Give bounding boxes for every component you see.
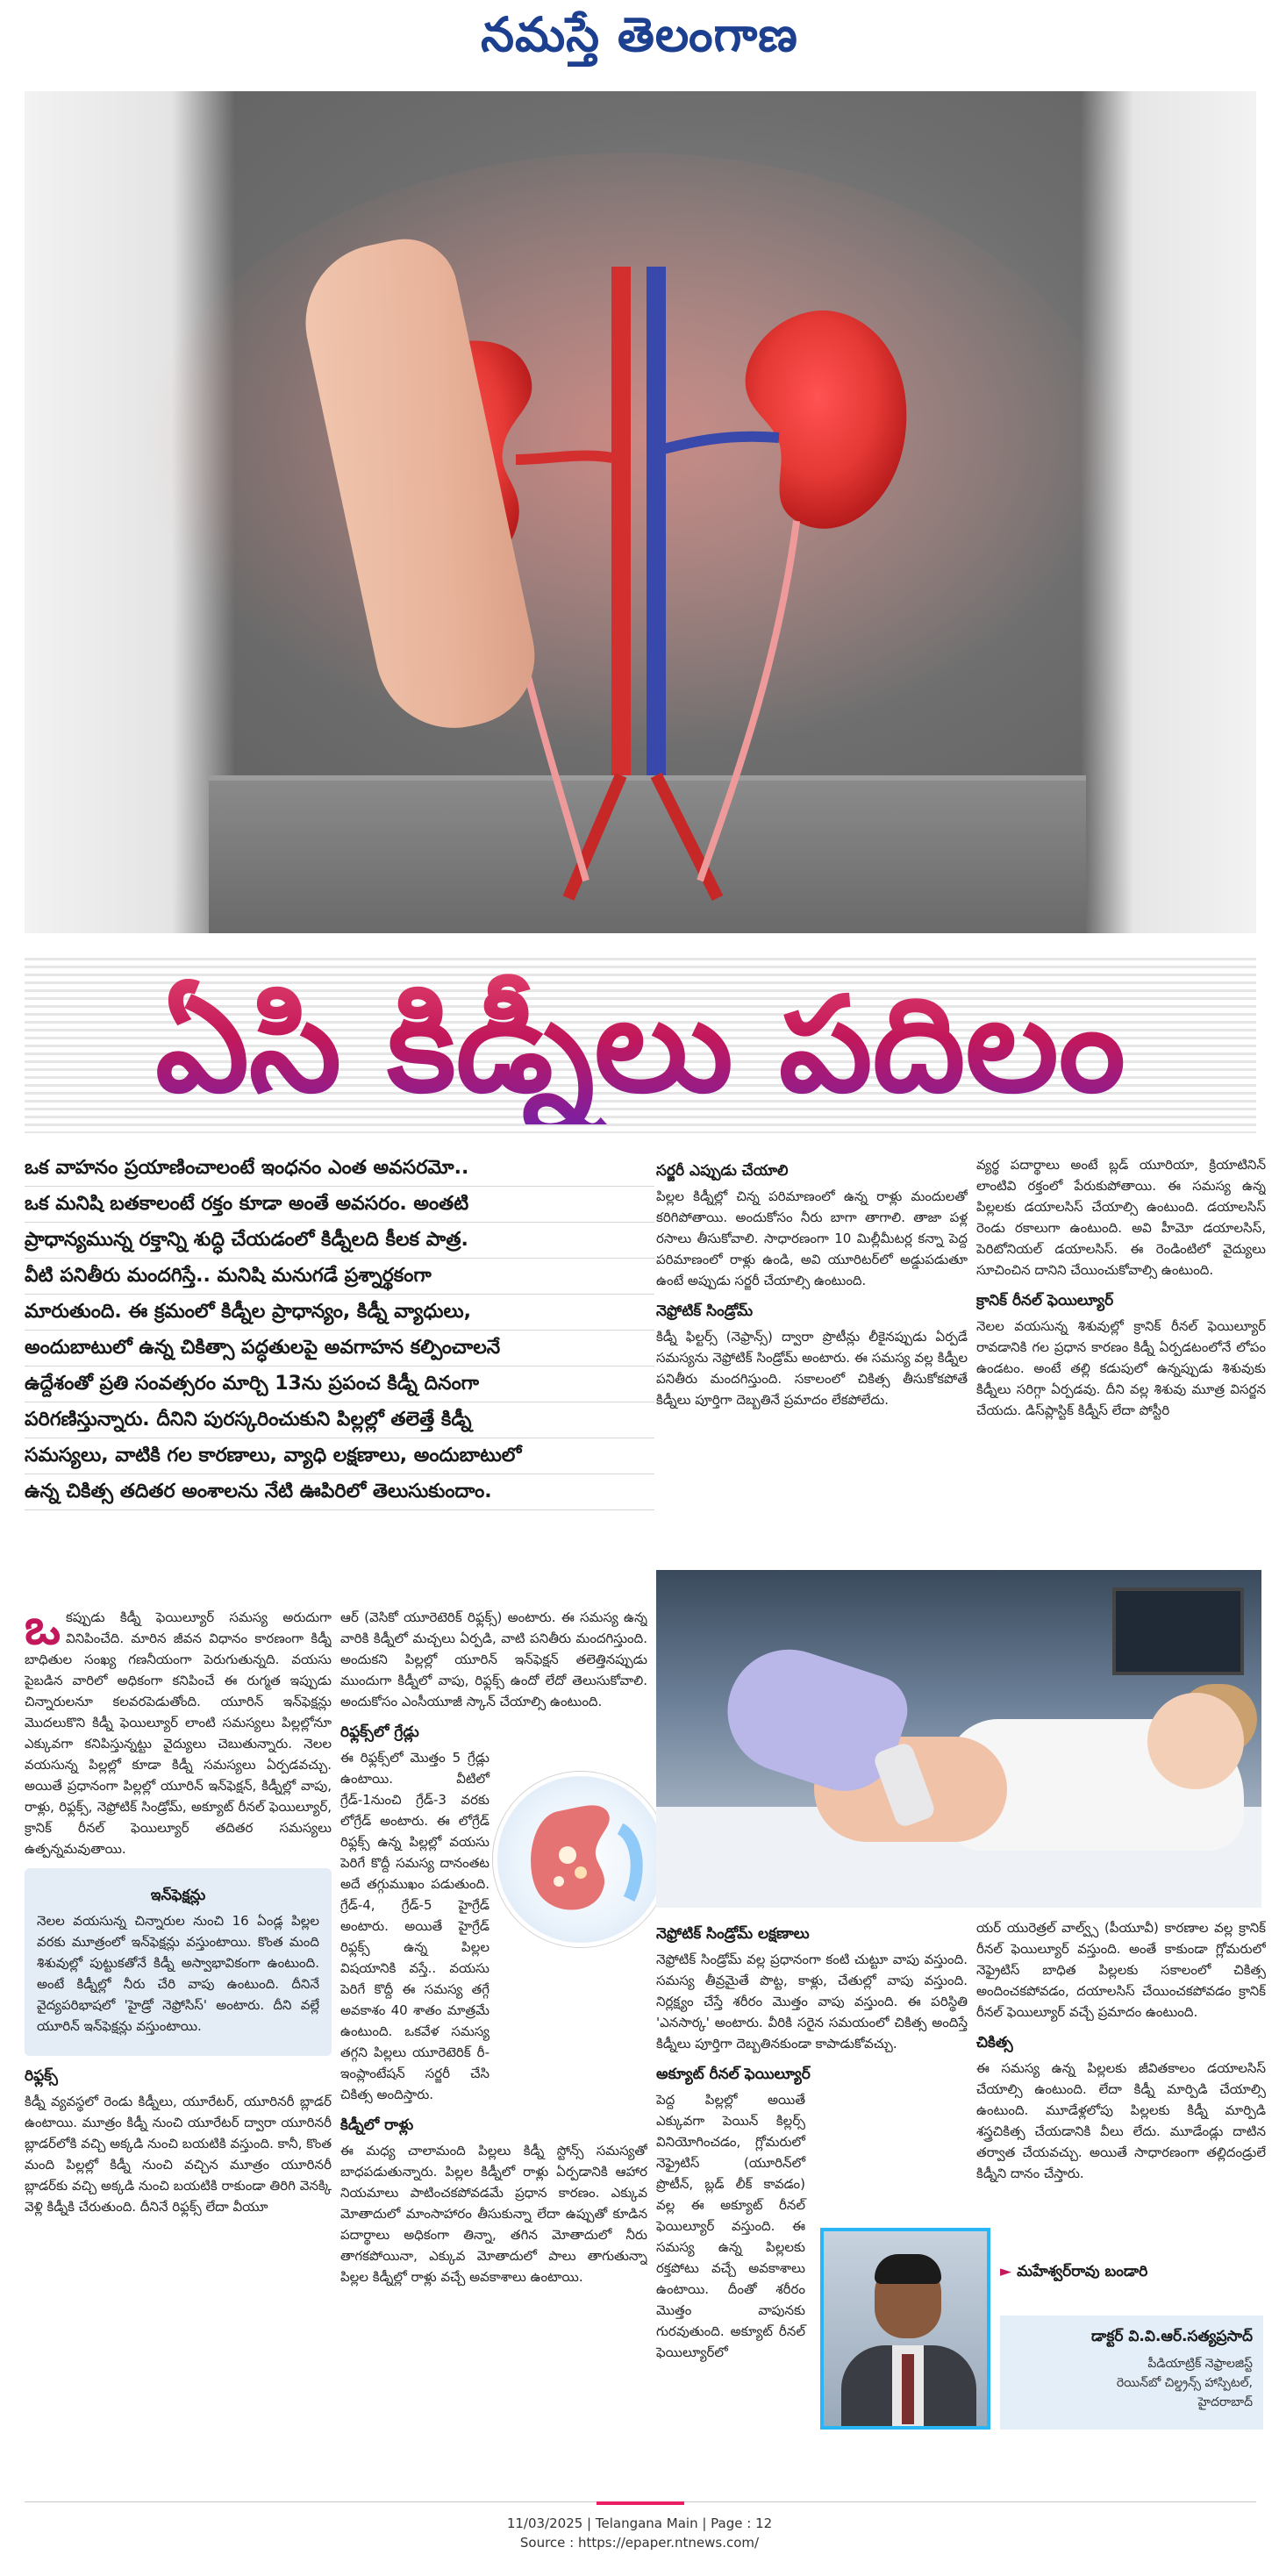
doctor-hospital: రెయిన్‌బో చిల్డ్రన్స్ హాస్పిటల్,: [1116, 2376, 1253, 2390]
section-heading: చికిత్స: [976, 2034, 1013, 2052]
kidney-stone-inset-image: [493, 1772, 668, 1947]
page-footer: [0, 2514, 1279, 2552]
intro-lead: [25, 1151, 654, 1589]
article-column-1: [25, 1607, 332, 2484]
iliac-vessels: [568, 775, 718, 898]
article-column-6: [976, 1917, 1266, 2286]
newspaper-logo: నమస్తే తెలంగాణ: [481, 7, 798, 62]
paragraph: యర్ యురెత్రల్ వాల్వ్స్ (పీయూవీ) కారణాల వల్ల క్రానిక్ రీనల్ ఫెయిల్యూర్ వస్తుంది. అంతే కాకుండా గ్లోమరులో నెఫ్రైటిస్ బాధిత పిల్లలకు సకాలంలో చికిత్స అందించకపోవడం, దయాలసిస్ చేయించకపోవడం క్రానిక్ రీనల్ ఫెయిల్యూర్ వచ్చే ప్రమాదం ఉంటుంది.: [976, 1920, 1266, 2020]
intro-line: ఉద్దేశంతో ప్రతి సంవత్సరం మార్చి 13ను ప్రపంచ కిడ్నీ దినంగా: [25, 1366, 654, 1402]
intro-line: ఉన్న చికిత్స తదితర అంశాలను నేటి ఊపిరిలో తెలుసుకుందాం.: [25, 1474, 654, 1510]
section-heading: నెఫ్రోటిక్ సిండ్రోమ్ లక్షణాలు: [656, 1925, 810, 1943]
doctor-city: హైదరాబాద్: [1197, 2395, 1253, 2409]
intro-line: ఒక వాహనం ప్రయాణించాలంటే ఇంధనం ఎంత అవసరమో..: [25, 1151, 654, 1187]
paragraph: పిల్లల కిడ్నీల్లో చిన్న పరిమాణంలో ఉన్న రాళ్లు మందులతో కరిగిపోతాయి. అందుకోసం నీరు బాగా తాగాలి. తాజా పళ్ల రసాలు తీసుకోవాలి. సాధారణంగా 10 మిల్లీమీటర్ల కన్నా పెద్ద పరిమాణంలో రాళ్లు ఉండి, అవి యూరిటర్‌లో అడ్డుపడుతూ ఉంటే అప్పుడు సర్జరీ చేయాల్సి ఉంటుంది.: [656, 1188, 968, 1288]
author-byline: [1000, 2263, 1263, 2284]
intro-line: ప్రాధాన్యమున్న రక్తాన్ని శుద్ధి చేయడంలో కిడ్నీలది కీలక పాత్ర.: [25, 1223, 654, 1259]
article-column-2: [340, 1607, 647, 2484]
kidney-cross-section: [497, 1776, 664, 1943]
paragraph: వ్యర్థ పదార్థాలు అంటే బ్లడ్ యూరియా, క్రియాటినిన్ లాంటివి రక్తంలో పేరుకుపోతాయి. ఈ సమస్య ఉన్న పిల్లలకు డయాలసిస్ చేయాల్సి ఉంటుంది. డయాలసిస్ రెండు రకాలుగా ఉంటుంది. అవి హీమో డయాలసిస్, పెరిటోనియల్ డయాలసిస్. ఈ రెండింటిలో వైద్యులు సూచించిన దానిని చేయించుకోవాల్సి ఉంటుంది.: [976, 1157, 1266, 1278]
intro-line: వీటి పనితీరు మందగిస్తే.. మనిషి మనుగడే ప్రశ్నార్థకంగా: [25, 1259, 654, 1295]
intro-line: సమస్యలు, వాటికి గల కారణాలు, వ్యాధి లక్షణాలు, అందుబాటులో: [25, 1438, 654, 1474]
paragraph: ఈ మధ్య చాలామంది పిల్లలు కిడ్నీ స్టోన్స్ సమస్యతో బాధపడుతున్నారు. పిల్లల కిడ్నీలో రాళ్లు ఏర్పడానికి ఆహార నియమాలు పాటించకపోవడమే ప్రధాన కారణం. ఎక్కువ మోతాదులో మాంసాహారం తీసుకున్నా లేదా ఉప్పుతో కూడిన పదార్థాలు అధికంగా తిన్నా, తగిన మోతాదులో నీరు తాగకపోయినా, ఎక్కువ మోతాదులో పాలు తాగుతున్నా పిల్లల కిడ్నీల్లో రాళ్లు వచ్చే అవకాశాలు ఉంటాయి.: [340, 2143, 647, 2285]
source-link[interactable]: Source : https://epaper.ntnews.com/: [519, 2535, 760, 2551]
section-heading: అక్యూట్ రీనల్ ఫెయిల్యూర్: [656, 2066, 811, 2083]
footer-accent: [597, 2501, 684, 2505]
doctor-info-box: [1000, 2316, 1263, 2430]
renal-artery-left: [516, 456, 621, 460]
paragraph: ఈ సమస్య ఉన్న పిల్లలకు జీవితకాలం డయాలసిస్ చేయాల్సి ఉంటుంది. లేదా కిడ్నీ మార్పిడి చేయాల్సి ఉంటుంది. మూడేళ్లలోపు పిల్లలకు కిడ్నీ మార్పిడి శస్త్రచికిత్స చేయడానికి వీలు లేదు. మూడేండ్లు దాటిన తర్వాత చేయవచ్చు. అయితే సాధారణంగా తల్లిదండ్రులే కిడ్నీని దానం చేస్తారు.: [976, 2060, 1266, 2181]
paragraph: కిడ్నీ ఫిల్టర్స్ (నెఫ్రాన్స్) ద్వారా ప్రొటీన్లు లీకైనప్పుడు ఏర్పడే సమస్యను నెఫ్రోటిక్ సిండ్రోమ్ అంటారు. ఈ సమస్య వల్ల కిడ్నీల పనితీరు మందగిస్తుంది. సకాలంలో చికిత్స తీసుకోకపోతే కిడ్నీలు పూర్తిగా దెబ్బతినే ప్రమాదం లేకపోలేదు.: [656, 1329, 968, 1408]
section-heading: సర్జరీ ఎప్పుడు చేయాలి: [656, 1162, 789, 1180]
paragraph: పెద్ద పిల్లల్లో అయితే ఎక్కువగా పెయిన్ కిల్లర్స్ వినియోగించడం, గ్లోమరులో నెఫ్రైటిస్ (యూరిన్‌లో ప్రొటీన్, బ్లడ్ లీక్ కావడం) వల్ల ఈ అక్యూట్ రీనల్ ఫెయిల్యూర్ వస్తుంది. ఈ సమస్య ఉన్న పిల్లలకు రక్తపోటు వచ్చే అవకాశాలు ఉంటాయి. దీంతో శరీరం మొత్తం వాపునకు గురవుతుంది. అక్యూట్ రీనల్ ఫెయిల్యూర్‌లో: [656, 2092, 805, 2360]
doctor-name: డాక్టర్ వి.వి.ఆర్.సత్యప్రసాద్: [1090, 2328, 1253, 2345]
headline-band: [25, 958, 1256, 1133]
intro-line: మారుతుంది. ఈ క్రమంలో కిడ్నీల ప్రాధాన్యం, కిడ్నీ వ్యాధులు,: [25, 1295, 654, 1331]
kidney-illustration: [25, 91, 1256, 933]
child-ultrasound-photo: [656, 1570, 1261, 1908]
doctor-portrait: [820, 2228, 990, 2430]
drop-cap: ఒ: [25, 1607, 61, 1656]
masthead: [0, 0, 1279, 75]
headline: ఏసి కిడ్నీలు పదిలం: [25, 967, 1256, 1124]
author-name: మహేశ్వర్‌రావు బండారి: [1017, 2263, 1148, 2280]
doctor-hair: [875, 2254, 941, 2284]
paragraph: కిడ్నీ వ్యవస్థలో రెండు కిడ్నీలు, యూరేటర్, యూరినరీ బ్లాడర్ ఉంటాయి. మూత్రం కిడ్నీ నుంచి యూరేటర్ ద్వారా యూరినరీ బ్లాడర్‌లోకి వచ్చి అక్కడి నుంచి బయటికి వస్తుంది. కానీ, కొంత మంది పిల్లల్లో కిడ్నీ నుంచి వచ్చిన మూత్రం యూరినరీ బ్లాడర్‌కు వచ్చి అక్కడి నుంచి బయటికి రాకుండా తిరిగి వెనక్కి వెళ్లి కిడ్నీకి చేరుతుంది. దీనినే రిఫ్లక్స్ లేదా వీయూ: [25, 2094, 332, 2215]
section-heading: రిఫ్లక్స్‌లో గ్రేడ్లు: [340, 1723, 419, 1741]
intro-line: ఒక మనిషి బతకాలంటే రక్తం కూడా అంతే అవసరం. అంతటి: [25, 1187, 654, 1223]
paragraph: ఆర్ (వెసికో యూరెటెరిక్ రిఫ్లక్స్) అంటారు. ఈ సమస్య ఉన్న వారికి కిడ్నీలో మచ్చలు ఏర్పడి, వాటి పనితీరు మందగిస్తుంది. అందుకని పిల్లల్లో యూరిన్ ఇన్‌ఫెక్షన్ తలెత్తినప్పుడు ముందుగా కిడ్నీలో వాపు, రిఫ్లక్స్ ఉందో లేదో తెలుసుకోవాలి. అందుకోసం ఎంసీయూజీ స్కాన్ చేయాల్సి ఉంటుంది.: [340, 1609, 647, 1709]
section-heading: ఇన్‌ఫెక్షన్లు: [150, 1887, 206, 1904]
section-heading: నెఫ్రోటిక్ సిండ్రోమ్: [656, 1302, 754, 1320]
intro-line: అందుబాటులో ఉన్న చికిత్సా పద్ధతులపై అవగాహన కల్పించాలనే: [25, 1331, 654, 1366]
edition-info: 11/03/2025 | Telangana Main | Page : 12: [506, 2515, 773, 2531]
byline-arrow-icon: ►: [1000, 2263, 1012, 2280]
child-face: [1147, 1693, 1244, 1789]
intro-line: పరిగణిస్తున్నారు. దీనిని పురస్కరించుకుని పిల్లల్లో తలెత్తే కిడ్నీ: [25, 1402, 654, 1438]
paragraph: నెఫ్రోటిక్ సిండ్రోమ్ వల్ల ప్రధానంగా కంటి చుట్టూ వాపు వస్తుంది. సమస్య తీవ్రమైతే పొట్ట, కాళ్లు, చేతుల్లో వాపు వస్తుంది. నిర్లక్ష్యం చేస్తే శరీరం మొత్తం వాపు వస్తుంది. ఈ పరిస్థితి 'ఎనసార్క' అంటారు. వీరికి సరైన సమయంలో చికిత్స అందిస్తే కిడ్నీలు పూర్తిగా దెబ్బతినకుండా కాపాడుకోవచ్చు.: [656, 1952, 968, 2052]
section-heading: రిఫ్లక్స్: [25, 2067, 58, 2085]
paragraph-text: కప్పుడు కిడ్నీ ఫెయిల్యూర్ సమస్య అరుదుగా వినిపించేది. మారిన జీవన విధానం కారణంగా కిడ్నీ బాధితుల సంఖ్య గణనీయంగా పెరుగుతున్నది. వయసు పైబడిన వారిలో అధికంగా కనిపించే ఈ రుగ్మత ఇప్పుడు చిన్నారులనూ కలవరపెడుతోంది. యూరిన్ ఇన్‌ఫెక్షన్లు మొదలుకొని కిడ్నీ ఫెయిల్యూర్ లాంటి సమస్యలు పిల్లల్లోనూ ఎక్కువగా కనిపిస్తున్నట్టు వైద్యులు చెబుతున్నారు. నెలల వయసున్న పిల్లల్లో కూడా కిడ్నీ సమస్యలు ఏర్పడవచ్చు. అయితే ప్రధానంగా పిల్లల్లో యూరిన్ ఇన్‌ఫెక్షన్, కిడ్నీల్లో వాపు, రాళ్లు, రిఫ్లక్స్, నెఫ్రోటిక్ సిండ్రోమ్, అక్యూట్ రీనల్ ఫెయిల్యూర్, క్రానిక్ రీనల్ ఫెయిల్యూర్ తదితర సమస్యలు ఉత్పన్నమవుతాయి.: [25, 1609, 332, 1857]
paragraph: ఈ రిఫ్లక్స్‌లో మొత్తం 5 గ్రేడ్లు ఉంటాయి. వీటిలో గ్రేడ్-1నుంచి గ్రేడ్-3 వరకు లోగ్రేడ్ అంటారు. ఈ లోగ్రేడ్ రిఫ్లక్స్ ఉన్న పిల్లల్లో వయసు పెరిగే కొద్దీ సమస్య దానంతట అదే తగ్గుముఖం పడుతుంది. గ్రేడ్-4, గ్రేడ్-5 హైగ్రేడ్ అంటారు. అయితే హైగ్రేడ్ రిఫ్లక్స్ ఉన్న పిల్లల విషయానికి వస్తే.. వయసు పెరిగే కొద్దీ ఈ సమస్య తగ్గే అవకాశం 40 శాతం మాత్రమే ఉంటుంది. ఒకవేళ సమస్య తగ్గని పిల్లలు యూరెటెరిక్ రీ-ఇంప్లాంటేషన్ సర్జరీ చేసి చికిత్స అందిస్తారు.: [340, 1750, 489, 2102]
article-column-4: [976, 1154, 1266, 1558]
infections-box: [25, 1868, 332, 2056]
article-column-3: [656, 1154, 968, 1558]
section-heading: కిడ్నీలో రాళ్లు: [340, 2116, 414, 2134]
paragraph: నెలల వయసున్న చిన్నారుల నుంచి 16 ఏండ్ల పిల్లల వరకు మూత్రంలో ఇన్‌ఫెక్షన్లు వస్తుంటాయి. కొంత మంది శిశువుల్లో పుట్టుకతోనే కిడ్నీ అస్వాభావికంగా ఉంటుంది. అంటే కిడ్నీల్లో నీరు చేరి వాపు ఉంటుంది. దీనినే వైద్యపరిభాషలో 'హైడ్రో నెఫ్రోసిస్' అంటారు. దీని వల్లే యూరిన్ ఇన్‌ఫెక్షన్లు వస్తుంటాయి.: [37, 1913, 319, 2034]
section-heading: క్రానిక్ రీనల్ ఫెయిల్యూర్: [976, 1292, 1114, 1309]
paragraph: నెలల వయసున్న శిశువుల్లో క్రానిక్ రీనల్ ఫెయిల్యూర్ రావడానికి గల ప్రధాన కారణం కిడ్నీ ఏర్పడటంలోనే లోపం ఉండటం. అంటే తల్లి కడుపులో ఉన్నప్పుడు శిశువుకు కిడ్నీలు సరిగ్గా ఏర్పడవు. దీని వల్ల శిశువు మూత్ర విసర్జన చేయదు. డిస్‌ప్లాస్టిక్ కిడ్నీస్ లేదా పోస్టీరి: [976, 1318, 1266, 1418]
paragraph: [25, 1607, 332, 1859]
hero-kidney-photo: [25, 91, 1256, 933]
doctor-tie: [902, 2354, 914, 2424]
ultrasound-monitor: [1112, 1588, 1244, 1675]
doctor-designation: పీడియాట్రిక్ నెఫ్రాలజిస్ట్: [1147, 2357, 1253, 2371]
